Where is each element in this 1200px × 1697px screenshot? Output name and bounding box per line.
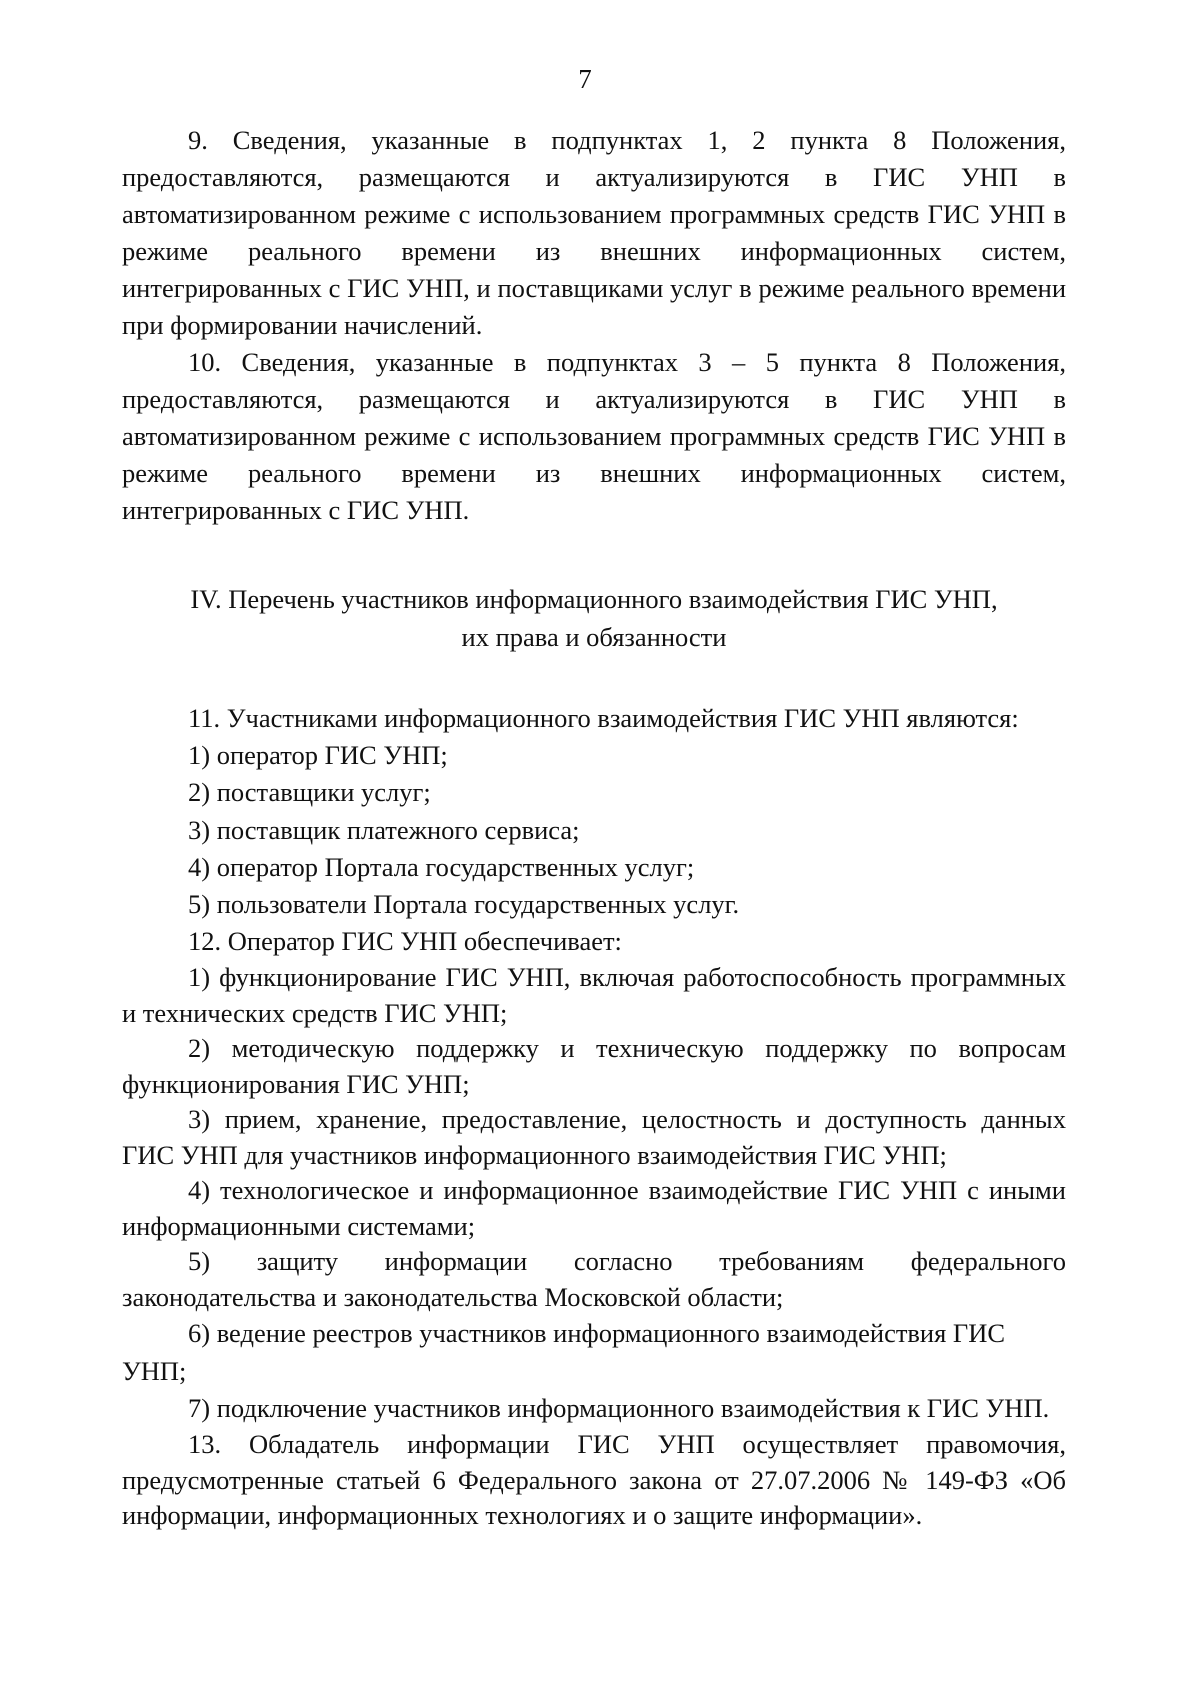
participants-section — [122, 700, 1066, 1534]
list-item: 1) функционирование ГИС УНП, включая работоспособность программных и технических средств ГИС УНП; — [122, 962, 1066, 1028]
list-item: 5) защиту информации согласно требованиям федерального законодательства и законодательства Московской области; — [122, 1246, 1066, 1312]
section-heading-line2: их права и обязанности — [461, 622, 727, 652]
list-item: 2) методическую поддержку и техническую поддержку по вопросам функционирования ГИС УНП; — [122, 1033, 1066, 1099]
list-item: 4) оператор Портала государственных услуг; — [188, 851, 695, 882]
list-item: 7) подключение участников информационного взаимодействия к ГИС УНП. — [188, 1392, 1050, 1423]
list-item: 3) прием, хранение, предоставление, целостность и доступность данных ГИС УНП для участников информационного взаимодействия ГИС УНП; — [122, 1104, 1066, 1170]
list-item: 3) поставщик платежного сервиса; — [188, 814, 580, 845]
paragraph-11-intro: 11. Участниками информационного взаимодействия ГИС УНП являются: — [188, 703, 1019, 733]
paragraph-9: 9. Сведения, указанные в подпунктах 1, 2 пункта 8 Положения, предоставляются, размещаются и актуализируются в ГИС УНП в автоматизированном режиме с использованием программных средств ГИС УНП в режиме реального времени из внешних информационных систем, интегрированных с ГИС УНП, и поставщиками услуг в режиме реального времени при формировании начислений. — [122, 125, 1066, 340]
section-heading-line1: IV. Перечень участников информационного взаимодействия ГИС УНП, — [190, 584, 998, 614]
paragraph-10: 10. Сведения, указанные в подпунктах 3 – 5 пункта 8 Положения, предоставляются, размещаются и актуализируются в ГИС УНП в автоматизированном режиме с использованием программных средств ГИС УНП в режиме реального времени из внешних информационных систем, интегрированных с ГИС УНП. — [122, 347, 1066, 525]
paragraph-13: 13. Обладатель информации ГИС УНП осуществляет правомочия, предусмотренные статьей 6 Федерального закона от 27.07.2006 № 149-ФЗ «Об информации, информационных технологиях и о защите информации». — [122, 1429, 1066, 1531]
list-item: 5) пользователи Портала государственных услуг. — [188, 889, 740, 920]
section-heading — [122, 580, 1066, 656]
list-item: 6) ведение реестров участников информационного взаимодействия ГИС УНП; — [122, 1318, 1006, 1386]
list-item: 2) поставщики услуг; — [188, 777, 431, 808]
paragraph-12-intro: 12. Оператор ГИС УНП обеспечивает: — [188, 926, 622, 957]
page-number: 7 — [578, 64, 592, 94]
list-item: 4) технологическое и информационное взаимодействие ГИС УНП с иными информационными системами; — [122, 1175, 1066, 1241]
list-item: 1) оператор ГИС УНП; — [188, 740, 448, 771]
top-paragraphs — [122, 122, 1066, 529]
